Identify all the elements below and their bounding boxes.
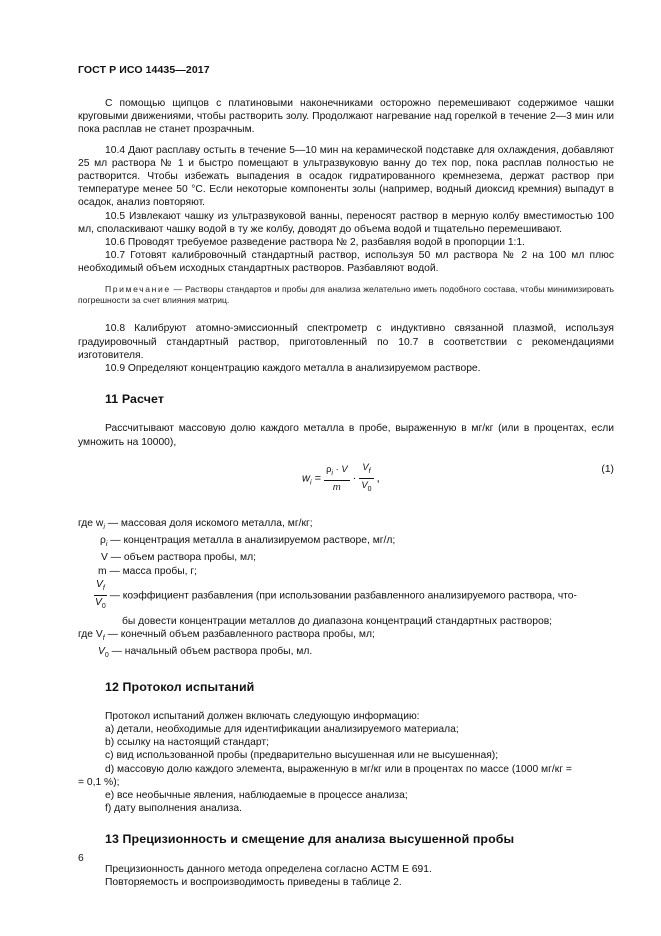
section-13-line-2: Повторяемость и воспроизводимость приведены в таблице 2. <box>105 876 402 888</box>
paragraph-10-4: 10.4 Дают расплаву остыть в течение 5—10 мин на керамической подставке для охлаждения, добавляют 25 мл раствора № 1 и быстро помещают в ультразвуковую ванну до тех пор, пока расплав полностью не растворится. Чтобы избежать выпадения в осадок гидратированного кремнезема, держат раствор при температуре менее 50 °С. Если некоторые компоненты золы (например, водный диоксид кремния) выпадут в осадок, анализ повторяют. <box>78 144 614 209</box>
section-13-title: 13 Прецизионность и смещение для анализа высушенной пробы <box>105 832 515 847</box>
list-item: b) ссылку на настоящий стандарт; <box>105 737 269 749</box>
def-rho: $\rho_i$ — концентрация металла в анализируемом растворе, мг/л; <box>100 535 396 549</box>
variable-definitions <box>78 517 614 663</box>
def-v: V — объем раствора пробы, мл; <box>101 552 256 564</box>
list-item: c) вид использованной пробы (предварительно высушенная или не высушенная); <box>105 750 499 762</box>
paragraph-10-6: 10.6 Проводят требуемое разведение раствора № 2, разбавляя водой в пропорции 1:1. <box>105 237 526 249</box>
paragraph-10-8: 10.8 Калибруют атомно-эмиссионный спектрометр с индуктивно связанной плазмой, используя градуировочный стандартный раствор, приготовленный по 10.7 в соответствии с рекомендациями изготовителя. <box>78 323 614 361</box>
paragraph-tongs: С помощью щипцов с платиновыми наконечниками осторожно перемешивают содержимое чашки круговыми движениями, чтобы растворить золу. Продолжают нагревание над горелкой в течение 2—3 мин или пока расплав не станет прозрачным. <box>78 98 614 136</box>
document-header: ГОСТ Р ИСО 14435—2017 <box>78 64 210 76</box>
section-12-title: 12 Протокол испытаний <box>105 679 255 694</box>
formula-expression: $w_i$ = $\frac{\rho_i \cdot V}{m}$ · $\frac{V_f}{V_0}$ , <box>302 460 380 493</box>
list-item: а) детали, необходимые для идентификации анализируемого материала; <box>105 723 459 735</box>
paragraph-10-7: 10.7 Готовят калибровочный стандартный раствор, используя 50 мл раствора № 2 на 100 мл плюс необходимый объем исходных стандартных растворов. Разбавляют водой. <box>78 250 614 275</box>
def-v0: $V_0$ — начальный объем раствора пробы, мл. <box>98 646 313 660</box>
list-item-continuation: = 0,1 %); <box>78 776 120 788</box>
def-ratio-continuation: бы довести концентрации металлов до диапазона концентраций стандартных растворов; <box>122 615 553 627</box>
note <box>78 284 614 307</box>
list-item: f) дату выполнения анализа. <box>105 803 242 815</box>
def-m: m — масса пробы, г; <box>98 565 197 577</box>
paragraph-10-9: 10.9 Определяют концентрацию каждого металла в анализируемом растворе. <box>105 363 481 375</box>
paragraph-10-5: 10.5 Извлекают чашку из ультразвуковой ванны, переносят раствор в мерную колбу вместимостью 100 мл, споласкивают чашку водой в ту же колбу, доводят до объема водой и тщательно перемешивают. <box>78 210 614 235</box>
page-body <box>78 97 614 889</box>
list-item: e) все необычные явления, наблюдаемые в процессе анализа; <box>105 789 408 801</box>
section-11-intro: Рассчитывают массовую долю каждого металла в пробе, выраженную в мг/кг (или в процентах, если умножить на 10000), <box>78 423 614 448</box>
def-vf: где $V_f$ — конечный объем разбавленного раствора пробы, мл; <box>78 629 375 643</box>
page-number: 6 <box>78 853 84 864</box>
section-13-line-1: Прецизионность данного метода определена согласно АСТМ Е 691. <box>105 863 432 875</box>
note-label: Примечание <box>105 283 171 294</box>
section-11-title: 11 Расчет <box>105 392 164 407</box>
note-text: — Растворы стандартов и пробы для анализа желательно иметь подобного состава, чтобы минимизировать погрешности за счет влияния матриц. <box>78 283 614 306</box>
def-w: где $w_i$ — массовая доля искомого металла, мг/кг; <box>78 517 313 531</box>
list-item: d) массовую долю каждого элемента, выраженную в мг/кг или в процентах по массе (1000 мг/кг = <box>105 763 572 775</box>
section-12-intro: Протокол испытаний должен включать следующую информацию: <box>105 710 420 722</box>
formula-1 <box>78 453 614 511</box>
formula-number: (1) <box>601 463 614 475</box>
protocol-list <box>78 723 614 815</box>
def-ratio: $\frac{V_f}{V_0}$ — коэффициент разбавления (при использовании разбавленного анализируемого раствора, что- <box>95 578 577 610</box>
